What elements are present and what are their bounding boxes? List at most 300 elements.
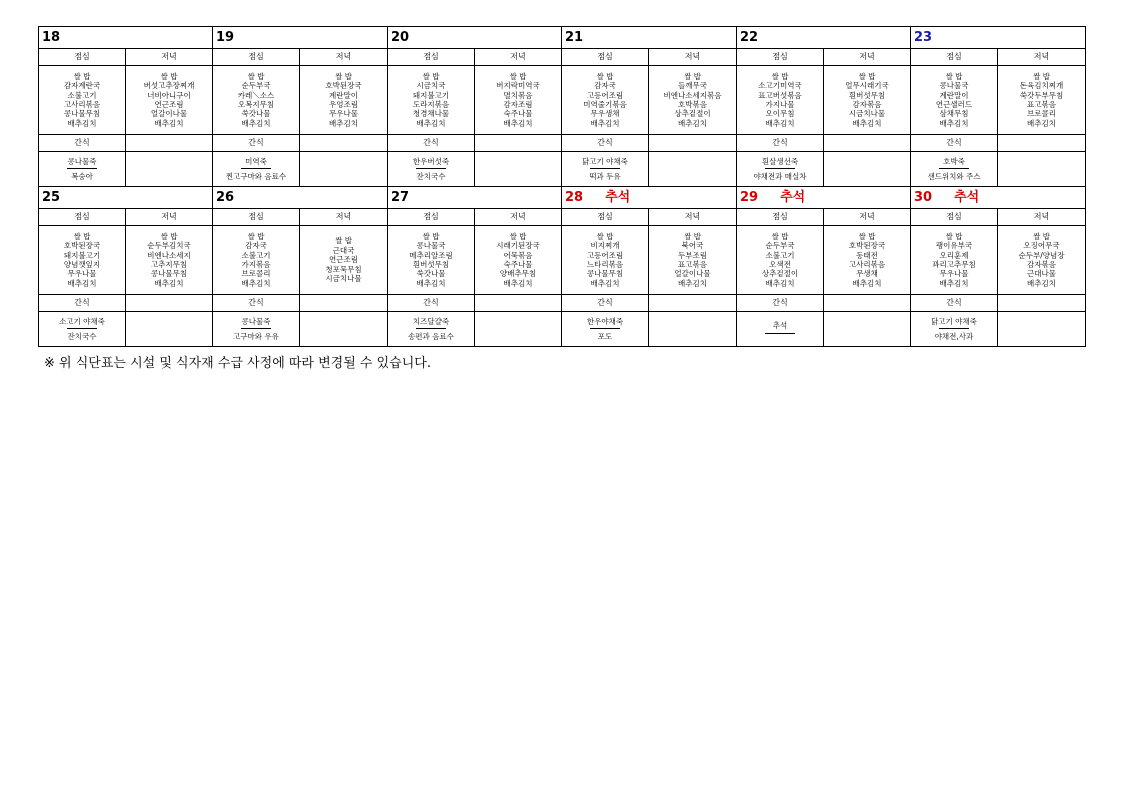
empty-cell: [475, 312, 562, 347]
menu-item: 배추김치: [241, 278, 271, 288]
menu-item: 우엉조림: [329, 100, 358, 109]
menu-item: 도라지볶음: [412, 100, 450, 109]
day-number: 18: [42, 29, 61, 45]
snack-label: 간식: [213, 135, 300, 152]
menu-item: 쌀 밥: [73, 231, 91, 241]
snack-menu: [213, 312, 300, 347]
menu-item: 쌀 밥: [247, 231, 265, 241]
menu-item: 콩나물무침: [150, 269, 188, 279]
empty-cell: [824, 295, 911, 312]
menu-item: 쌀 밥: [684, 71, 701, 81]
day-header: [737, 27, 911, 49]
dinner-label: 저녁: [998, 209, 1086, 226]
menu-item: 상추겉절이: [761, 269, 799, 279]
menu-item: 비엔나소세지볶음: [663, 90, 722, 100]
day-header: [562, 27, 737, 49]
week-1: [39, 27, 1086, 187]
holiday-label: 추석: [605, 189, 631, 205]
menu-item: 배추김치: [939, 118, 969, 128]
dinner-label: 저녁: [300, 209, 388, 226]
meal-row: [39, 226, 1086, 295]
holiday-label: 추석: [954, 189, 980, 205]
menu-item: 쌀 밥: [422, 71, 440, 81]
snack-label: 간식: [388, 295, 475, 312]
snack-menu: [911, 152, 998, 187]
snack-label: 간식: [911, 135, 998, 152]
snack-item: 찐고구마와 음료수: [225, 172, 287, 181]
empty-cell: [998, 312, 1086, 347]
menu-item: 너비아니구이: [147, 90, 191, 100]
menu-item: 콩나물국: [416, 241, 446, 251]
menu-item: 오이무침: [765, 109, 795, 119]
empty-cell: [475, 152, 562, 187]
empty-cell: [300, 312, 388, 347]
snack-label: 간식: [39, 135, 126, 152]
menu-item: 배추김치: [241, 118, 271, 128]
menu-item: 오리훈제: [939, 250, 969, 260]
menu-item: 감자계란국: [63, 81, 101, 91]
day-number: 26: [216, 189, 235, 205]
date-row: [39, 187, 1086, 209]
menu-item: 배추김치: [329, 118, 358, 128]
menu-item: 쌀 밥: [858, 231, 876, 241]
dinner-menu: [475, 226, 562, 295]
menu-item: 가지볶음: [241, 260, 271, 269]
snack-item: 포도: [597, 332, 613, 341]
menu-item: 미역줄기볶음: [583, 100, 627, 109]
menu-item: 양념깻잎지: [63, 260, 101, 269]
menu-item: 배추김치: [852, 118, 882, 128]
empty-cell: [300, 295, 388, 312]
day-header: [388, 27, 562, 49]
dinner-menu: [998, 66, 1086, 135]
lunch-menu: [39, 226, 126, 295]
menu-item: 무우나물: [67, 269, 97, 279]
day-header: [213, 27, 388, 49]
snack-item: 미역죽: [245, 156, 267, 166]
lunch-label: 점심: [39, 209, 126, 226]
day-number: 27: [391, 189, 410, 205]
snack-divider: [765, 333, 795, 334]
snack-item: 호박죽: [943, 156, 965, 166]
snack-item: 닭고기 야채죽: [582, 156, 628, 166]
menu-item: 버섯고추장찌개: [143, 81, 195, 91]
menu-item: 콩나물무침: [63, 109, 101, 119]
day-header: [388, 187, 562, 209]
dinner-menu: [300, 66, 388, 135]
menu-item: 두부조림: [678, 250, 707, 260]
menu-item: 배추김치: [416, 278, 446, 288]
snack-label: 간식: [562, 135, 649, 152]
snack-label: 간식: [562, 295, 649, 312]
menu-item: 쌀 밥: [509, 71, 527, 81]
menu-item: 무우나물: [939, 269, 969, 279]
snack-divider: [765, 168, 795, 169]
snack-label: 간식: [737, 135, 824, 152]
empty-cell: [824, 312, 911, 347]
empty-cell: [824, 152, 911, 187]
menu-item: 브로콜리: [1027, 109, 1056, 119]
menu-item: 콩나물무침: [586, 269, 624, 279]
menu-item: 배추김치: [939, 278, 969, 288]
lunch-label: 점심: [388, 49, 475, 66]
menu-item: 동태전: [856, 250, 878, 260]
day-header: [737, 187, 911, 209]
menu-item: 고추지무침: [150, 260, 188, 269]
day-number: 20: [391, 29, 410, 45]
lunch-label: 점심: [562, 209, 649, 226]
snack-item: 샌드위치와 주스: [927, 172, 981, 181]
menu-item: 쌀 밥: [160, 71, 178, 81]
menu-item: 쌀 밥: [1033, 71, 1050, 81]
snack-item: 치즈달걀죽: [412, 316, 450, 326]
menu-item: 숙주나물: [503, 260, 533, 269]
menu-item: 호박된장국: [63, 241, 101, 251]
day-number: 22: [740, 29, 759, 45]
menu-item: 감자볶음: [852, 100, 882, 109]
empty-cell: [475, 295, 562, 312]
snack-label: 간식: [911, 295, 998, 312]
snack-divider: [67, 168, 97, 169]
lunch-label: 점심: [911, 49, 998, 66]
menu-item: 상추겉절이: [674, 109, 711, 119]
menu-item: 고사리볶음: [848, 260, 886, 269]
menu-item: 감자조림: [503, 100, 533, 109]
menu-item: 꽈리고추무침: [932, 260, 976, 269]
lunch-menu: [388, 226, 475, 295]
menu-item: 무우생채: [590, 109, 620, 119]
empty-cell: [649, 295, 737, 312]
menu-item: 어묵볶음: [503, 250, 533, 260]
dinner-menu: [126, 66, 213, 135]
dinner-label: 저녁: [126, 209, 213, 226]
snack-divider: [241, 168, 271, 169]
lunch-menu: [213, 66, 300, 135]
lunch-label: 점심: [737, 49, 824, 66]
snack-row: [39, 152, 1086, 187]
lunch-menu: [911, 226, 998, 295]
menu-item: 돈육김치찌개: [1019, 81, 1064, 91]
menu-item: 배추김치: [154, 118, 184, 128]
dinner-menu: [300, 226, 388, 295]
menu-item: 소불고기: [67, 90, 97, 100]
menu-item: 계란말이: [939, 90, 969, 100]
menu-item: 돼지불고기: [63, 250, 101, 260]
menu-item: 배추김치: [503, 278, 533, 288]
menu-item: 배추김치: [154, 278, 184, 288]
snack-item: 잔치국수: [67, 332, 97, 341]
menu-item: 배추김치: [852, 278, 882, 288]
snack-divider: [939, 328, 969, 329]
menu-item: 배추김치: [590, 118, 620, 128]
menu-item: 쌀 밥: [684, 231, 701, 241]
empty-cell: [824, 135, 911, 152]
menu-item: 배추김치: [67, 118, 97, 128]
menu-item: 순두부김치국: [147, 241, 191, 251]
lunch-label: 점심: [737, 209, 824, 226]
menu-item: 쌀 밥: [509, 231, 527, 241]
snack-label-row: [39, 135, 1086, 152]
dinner-menu: [649, 226, 737, 295]
menu-item: 배추김치: [1027, 278, 1056, 288]
menu-item: 비지찌개: [590, 241, 620, 251]
menu-item: 얼갈이나물: [674, 269, 711, 279]
menu-item: 호박된장국: [848, 241, 886, 251]
meal-label-row: [39, 209, 1086, 226]
menu-item: 감자국: [594, 81, 616, 91]
lunch-label: 점심: [213, 49, 300, 66]
menu-item: 감자볶음: [1027, 260, 1056, 269]
snack-menu: [388, 152, 475, 187]
day-header: [911, 187, 1086, 209]
menu-item: 청포묵무침: [325, 264, 362, 274]
empty-cell: [998, 152, 1086, 187]
menu-item: 시금치국: [416, 81, 446, 91]
lunch-label: 점심: [562, 49, 649, 66]
empty-cell: [475, 135, 562, 152]
dinner-label: 저녁: [649, 209, 737, 226]
day-number: 28: [565, 189, 584, 205]
dinner-label: 저녁: [475, 209, 562, 226]
empty-cell: [649, 312, 737, 347]
holiday-label: 추석: [780, 189, 806, 205]
menu-item: 브로콜리: [241, 269, 271, 279]
empty-cell: [300, 152, 388, 187]
lunch-label: 점심: [911, 209, 998, 226]
menu-item: 삼채무침: [939, 109, 969, 119]
menu-item: 배추김치: [416, 118, 446, 128]
snack-label: 간식: [388, 135, 475, 152]
dinner-menu: [998, 226, 1086, 295]
menu-item: 계란말이: [329, 90, 358, 100]
menu-item: 쌀 밥: [422, 231, 440, 241]
day-header: [39, 187, 213, 209]
menu-item: 오복지무침: [237, 100, 275, 109]
menu-item: 북어국: [681, 241, 704, 251]
snack-item: 복숭아: [71, 172, 93, 181]
snack-item: 송편과 음료수: [408, 332, 454, 341]
snack-menu: [911, 312, 998, 347]
menu-item: 연근조림: [329, 255, 358, 265]
dinner-menu: [649, 66, 737, 135]
menu-item: 근대국: [332, 245, 355, 255]
menu-item: 쌀 밥: [858, 71, 876, 81]
menu-item: 얼무시래기국: [845, 81, 889, 91]
lunch-menu: [737, 226, 824, 295]
meal-label-row: [39, 49, 1086, 66]
menu-item: 배추김치: [678, 118, 707, 128]
menu-item: 쌀 밥: [771, 231, 789, 241]
menu-item: 배추김치: [590, 278, 620, 288]
menu-item: 고등어조림: [586, 90, 624, 100]
menu-item: 순두부/양념장: [1018, 250, 1065, 260]
day-header: [911, 27, 1086, 49]
lunch-menu: [39, 66, 126, 135]
menu-item: 청경채나물: [412, 109, 450, 119]
snack-menu: [213, 152, 300, 187]
day-header: [562, 187, 737, 209]
snack-label: 간식: [213, 295, 300, 312]
dinner-label: 저녁: [300, 49, 388, 66]
snack-item: 야채전과 매실차: [753, 172, 807, 181]
snack-label-row: [39, 295, 1086, 312]
menu-item: 고등어조림: [586, 250, 624, 260]
empty-cell: [126, 135, 213, 152]
menu-change-notice: ※ 위 식단표는 시설 및 식자재 수급 사정에 따라 변경될 수 있습니다.: [44, 356, 431, 371]
menu-item: 순두부국: [765, 241, 795, 251]
dinner-menu: [126, 226, 213, 295]
menu-item: 느타리볶음: [586, 260, 624, 269]
snack-item: 콩나물죽: [241, 316, 271, 326]
snack-item: 고구마와 우유: [233, 332, 279, 341]
menu-item: 쌀 밥: [596, 231, 614, 241]
snack-row: [39, 312, 1086, 347]
day-header: [39, 27, 213, 49]
menu-item: 쌀 밥: [945, 71, 963, 81]
menu-item: 팽이유부국: [935, 241, 973, 251]
menu-item: 배추김치: [67, 278, 97, 288]
menu-item: 양배추무침: [499, 269, 537, 279]
day-number: 30: [914, 189, 933, 205]
menu-item: 비엔나소세지: [147, 250, 191, 260]
snack-divider: [416, 168, 446, 169]
menu-item: 콩나물국: [939, 81, 969, 91]
menu-item: 표고버섯볶음: [758, 90, 802, 100]
menu-item: 소불고기: [765, 250, 795, 260]
day-header: [213, 187, 388, 209]
menu-item: 오색전: [769, 260, 791, 269]
snack-menu: [388, 312, 475, 347]
menu-item: 연근조림: [154, 100, 184, 109]
menu-item: 쌀 밥: [771, 71, 789, 81]
snack-item: 콩나물죽: [67, 156, 97, 166]
day-number: 23: [914, 29, 933, 45]
menu-item: 오징어무국: [1023, 241, 1060, 251]
snack-menu: [562, 152, 649, 187]
dinner-label: 저녁: [998, 49, 1086, 66]
dinner-label: 저녁: [475, 49, 562, 66]
menu-item: 쌀 밥: [1033, 231, 1050, 241]
snack-divider: [939, 168, 969, 169]
week-2: [39, 187, 1086, 347]
empty-cell: [649, 135, 737, 152]
menu-item: 무생채: [856, 269, 878, 279]
menu-item: 근대나물: [1027, 269, 1056, 279]
menu-item: 메추리알조림: [409, 250, 453, 260]
menu-item: 얼갈이나물: [150, 109, 188, 119]
dinner-label: 저녁: [824, 49, 911, 66]
empty-cell: [126, 312, 213, 347]
menu-item: 쑥갓나물: [241, 109, 271, 119]
menu-item: 감자국: [245, 241, 267, 251]
menu-item: 호박된장국: [325, 81, 362, 91]
lunch-menu: [737, 66, 824, 135]
dinner-menu: [824, 66, 911, 135]
snack-item: 닭고기 야채죽: [931, 316, 977, 326]
empty-cell: [126, 295, 213, 312]
empty-cell: [998, 135, 1086, 152]
lunch-menu: [388, 66, 475, 135]
menu-item: 순두부국: [241, 81, 271, 91]
menu-item: 쌀 밥: [335, 236, 352, 246]
menu-item: 버지락미역국: [496, 81, 540, 91]
snack-item: 떡과 두유: [589, 172, 621, 181]
snack-menu: [562, 312, 649, 347]
lunch-label: 점심: [388, 209, 475, 226]
menu-item: 무우나물: [329, 109, 358, 119]
empty-cell: [300, 135, 388, 152]
menu-item: 시금치나물: [848, 109, 886, 119]
snack-menu: [737, 312, 824, 347]
snack-item: 야채전,사과: [934, 332, 974, 341]
snack-item: 한우야채죽: [586, 316, 624, 326]
meal-row: [39, 66, 1086, 135]
menu-item: 연근샐러드: [935, 100, 973, 109]
menu-item: 쑥갓두부무침: [1019, 90, 1064, 100]
menu-item: 표고볶음: [678, 260, 707, 269]
snack-menu: [39, 152, 126, 187]
snack-divider: [241, 328, 271, 329]
menu-item: 소고기미역국: [758, 81, 802, 91]
day-number: 21: [565, 29, 584, 45]
menu-item: 숙주나물: [503, 109, 533, 119]
menu-item: 소불고기: [241, 250, 271, 260]
snack-item: 추석: [772, 321, 788, 331]
menu-item: 배추김치: [678, 278, 707, 288]
menu-item: 쌀 밥: [160, 231, 178, 241]
snack-menu: [39, 312, 126, 347]
empty-cell: [998, 295, 1086, 312]
lunch-label: 점심: [213, 209, 300, 226]
menu-item: 고사리볶음: [63, 100, 101, 109]
snack-label: 간식: [737, 295, 824, 312]
snack-item: 한우버섯죽: [412, 156, 450, 166]
lunch-label: 점심: [39, 49, 126, 66]
empty-cell: [649, 152, 737, 187]
snack-divider: [590, 328, 620, 329]
snack-divider: [416, 328, 446, 329]
snack-divider: [590, 168, 620, 169]
menu-item: 배추김치: [765, 278, 795, 288]
menu-item: 흰버섯무침: [412, 260, 450, 269]
menu-item: 쌀 밥: [945, 231, 963, 241]
menu-item: 쌀 밥: [596, 71, 614, 81]
menu-item: 호박볶음: [678, 100, 707, 109]
menu-item: 쌀 밥: [73, 71, 91, 81]
lunch-menu: [911, 66, 998, 135]
day-number: 19: [216, 29, 235, 45]
dinner-menu: [475, 66, 562, 135]
snack-menu: [737, 152, 824, 187]
day-number: 25: [42, 189, 61, 205]
menu-item: 가지나물: [765, 100, 795, 109]
snack-label: 간식: [39, 295, 126, 312]
dinner-label: 저녁: [649, 49, 737, 66]
menu-item: 배추김치: [765, 118, 795, 128]
lunch-menu: [562, 226, 649, 295]
meal-plan-table: [38, 26, 1086, 347]
menu-item: 흰버섯무침: [848, 90, 886, 100]
menu-item: 시래기된장국: [496, 241, 540, 251]
snack-item: 소고기 야채죽: [59, 316, 105, 326]
menu-item: 쌀 밥: [335, 71, 352, 81]
menu-item: 돼지불고기: [412, 90, 450, 100]
menu-item: 쌀 밥: [247, 71, 265, 81]
date-row: [39, 27, 1086, 49]
menu-item: 들깨무국: [678, 81, 707, 91]
menu-item: 카레＼소스: [237, 90, 275, 100]
menu-item: 멸치볶음: [503, 90, 533, 100]
